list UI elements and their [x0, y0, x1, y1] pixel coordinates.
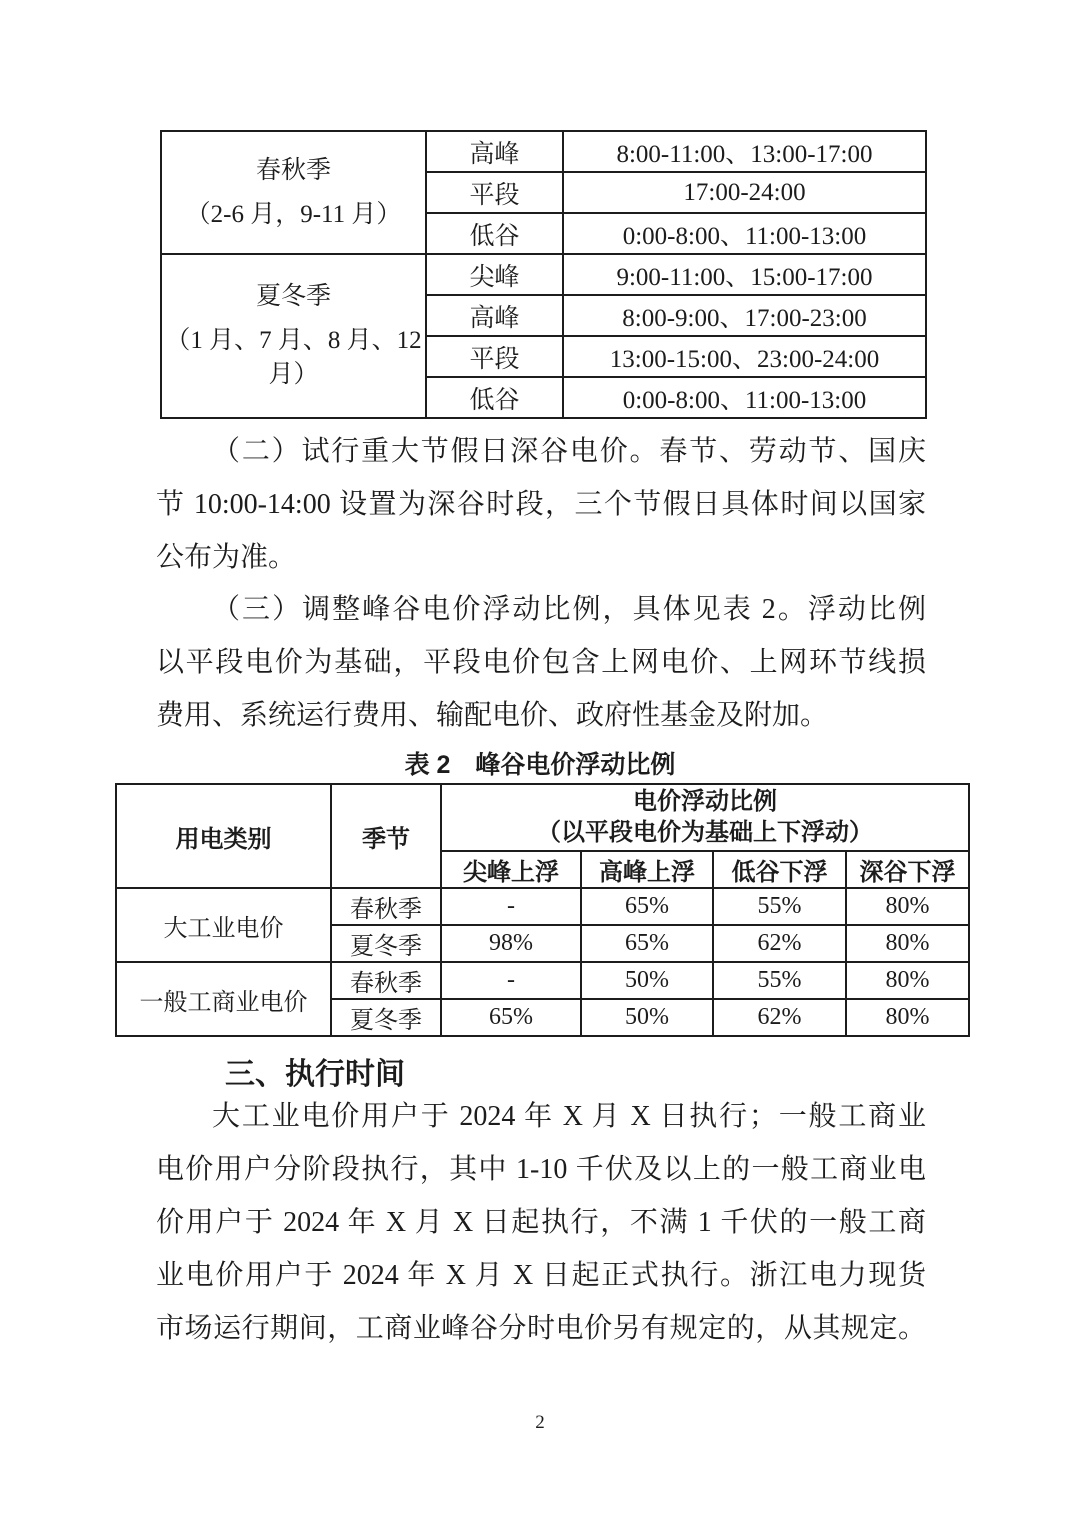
value-cell: 65% — [441, 999, 581, 1036]
value-cell: 80% — [846, 999, 969, 1036]
period-name: 高峰 — [426, 295, 563, 336]
value-cell: 65% — [581, 925, 713, 962]
value-cell: 50% — [581, 999, 713, 1036]
header-sharp-peak-up: 尖峰上浮 — [441, 851, 581, 888]
category-large-industry: 大工业电价 — [116, 888, 331, 962]
period-name: 低谷 — [426, 213, 563, 254]
header-category: 用电类别 — [116, 784, 331, 888]
header-peak-up: 高峰上浮 — [581, 851, 713, 888]
table-row — [161, 131, 926, 172]
table-row — [116, 888, 969, 925]
header-deep-valley-down: 深谷下浮 — [846, 851, 969, 888]
season-cell: 夏冬季 — [331, 999, 441, 1036]
value-cell: - — [441, 888, 581, 925]
page-number: 2 — [535, 1412, 545, 1433]
period-name: 平段 — [426, 172, 563, 213]
season-name: 夏冬季 — [255, 283, 331, 311]
period-time: 17:00-24:00 — [563, 172, 926, 213]
paragraph-line: 节 10:00-14:00 设置为深谷时段，三个节假日具体时间以国家 — [156, 489, 926, 520]
value-cell: 80% — [846, 888, 969, 925]
paragraph-line: 市场运行期间，工商业峰谷分时电价另有规定的，从其规定。 — [156, 1313, 926, 1344]
header-ratio-subtitle: （以平段电价为基础上下浮动） — [537, 819, 873, 846]
header-ratio-title: 电价浮动比例 — [633, 788, 777, 815]
paragraph-execution-time — [156, 1090, 926, 1355]
header-valley-down: 低谷下浮 — [713, 851, 846, 888]
table-row — [116, 962, 969, 999]
value-cell: 50% — [581, 962, 713, 999]
paragraph-holiday-deep-valley — [156, 425, 926, 584]
category-general-commercial: 一般工商业电价 — [116, 962, 331, 1036]
paragraph-line: 大工业电价用户于 2024 年 X 月 X 日执行；一般工商业 — [212, 1101, 926, 1132]
period-time: 0:00-8:00、11:00-13:00 — [563, 377, 926, 418]
paragraph-line: 电价用户分阶段执行，其中 1-10 千伏及以上的一般工商业电 — [156, 1154, 926, 1185]
period-name: 低谷 — [426, 377, 563, 418]
period-name: 尖峰 — [426, 254, 563, 295]
value-cell: 62% — [713, 925, 846, 962]
period-time: 8:00-9:00、17:00-23:00 — [563, 295, 926, 336]
value-cell: - — [441, 962, 581, 999]
season-cell: 春秋季 — [331, 962, 441, 999]
period-time: 0:00-8:00、11:00-13:00 — [563, 213, 926, 254]
price-float-ratio-table — [115, 783, 970, 1037]
period-name: 平段 — [426, 336, 563, 377]
value-cell: 55% — [713, 888, 846, 925]
value-cell: 65% — [581, 888, 713, 925]
section-heading-execution-time: 三、执行时间 — [225, 1058, 405, 1091]
table-header-row — [116, 784, 969, 851]
header-season: 季节 — [331, 784, 441, 888]
table2-title: 表 2 峰谷电价浮动比例 — [404, 751, 676, 779]
paragraph-line: 费用、系统运行费用、输配电价、政府性基金及附加。 — [156, 700, 829, 731]
season-months: （1 月、7 月、8 月、12 月） — [165, 327, 422, 388]
season-name: 春秋季 — [255, 156, 331, 184]
paragraph-float-ratio — [156, 583, 926, 742]
season-cell: 夏冬季 — [331, 925, 441, 962]
header-ratio-group — [441, 784, 969, 851]
value-cell: 98% — [441, 925, 581, 962]
value-cell: 80% — [846, 962, 969, 999]
value-cell: 62% — [713, 999, 846, 1036]
table-row — [161, 254, 926, 295]
season-cell-summer-winter — [161, 254, 426, 418]
period-name: 高峰 — [426, 131, 563, 172]
value-cell: 55% — [713, 962, 846, 999]
period-time: 8:00-11:00、13:00-17:00 — [563, 131, 926, 172]
paragraph-line: 公布为准。 — [156, 542, 297, 573]
value-cell: 80% — [846, 925, 969, 962]
paragraph-line: 以平段电价为基础，平段电价包含上网电价、上网环节线损 — [156, 647, 926, 678]
paragraph-line: （三）调整峰谷电价浮动比例，具体见表 2。浮动比例 — [212, 594, 926, 625]
season-cell-spring-autumn — [161, 131, 426, 254]
paragraph-line: 业电价用户于 2024 年 X 月 X 日起正式执行。浙江电力现货 — [156, 1260, 926, 1291]
season-cell: 春秋季 — [331, 888, 441, 925]
period-time: 13:00-15:00、23:00-24:00 — [563, 336, 926, 377]
period-time: 9:00-11:00、15:00-17:00 — [563, 254, 926, 295]
tou-period-table — [160, 130, 927, 419]
paragraph-line: 价用户于 2024 年 X 月 X 日起执行，不满 1 千伏的一般工商 — [156, 1207, 926, 1238]
season-months: （2-6 月，9-11 月） — [185, 200, 402, 228]
paragraph-line: （二）试行重大节假日深谷电价。春节、劳动节、国庆 — [212, 436, 926, 467]
